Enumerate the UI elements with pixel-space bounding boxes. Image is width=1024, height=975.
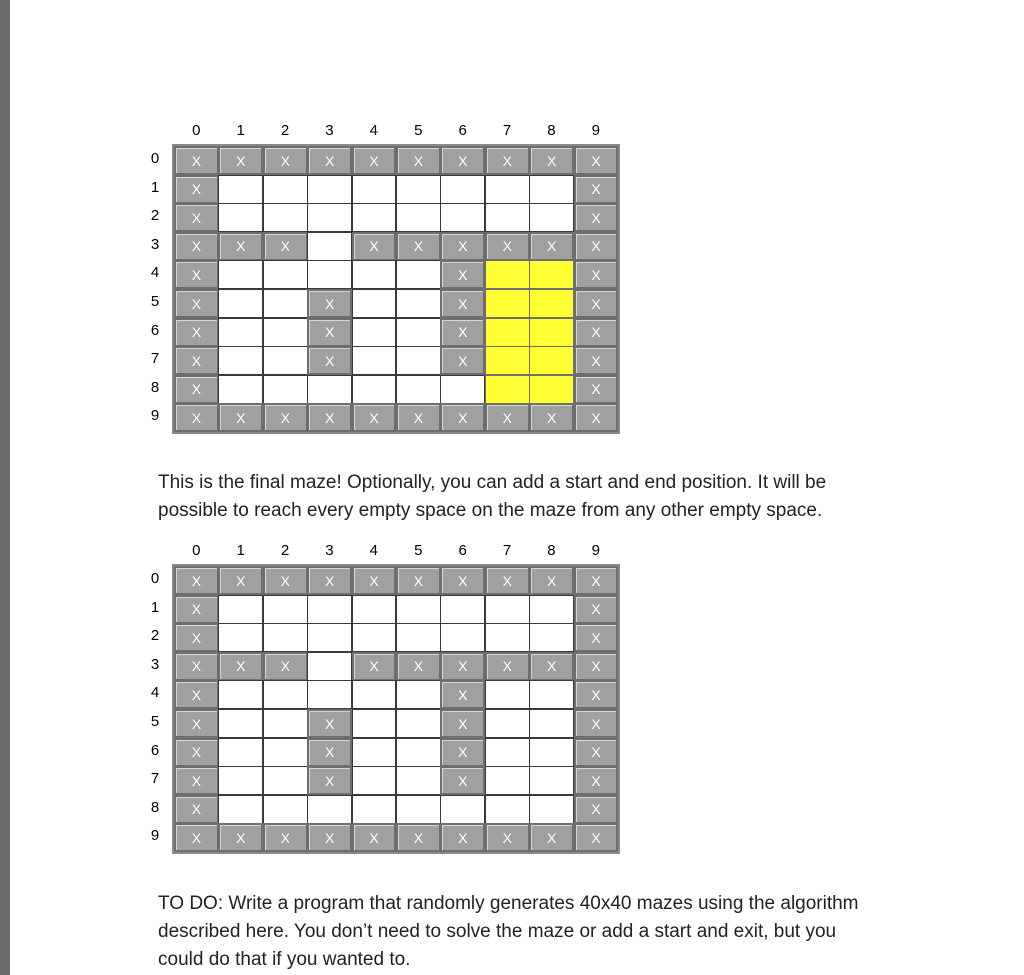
wall-cell: X xyxy=(574,175,619,204)
highlighted-cell xyxy=(529,375,574,404)
empty-cell xyxy=(218,623,263,652)
empty-cell xyxy=(352,203,397,232)
wall-cell: X xyxy=(574,232,619,261)
wall-cell: X xyxy=(574,146,619,175)
empty-cell xyxy=(485,623,530,652)
column-label: 7 xyxy=(502,542,512,559)
wall-cell: X xyxy=(174,652,219,681)
empty-cell xyxy=(529,795,574,824)
wall-cell: X xyxy=(529,232,574,261)
maze-grid xyxy=(172,144,620,434)
empty-cell xyxy=(218,289,263,318)
highlighted-cell xyxy=(485,289,530,318)
row-label: 2 xyxy=(150,627,160,645)
column-label: 1 xyxy=(236,122,245,139)
wall-cell: X xyxy=(574,289,619,318)
wall-cell: X xyxy=(307,738,352,767)
wall-cell: X xyxy=(485,146,530,175)
wall-cell: X xyxy=(307,318,352,347)
empty-cell xyxy=(396,680,441,709)
empty-cell xyxy=(263,289,308,318)
empty-cell xyxy=(440,623,485,652)
wall-cell: X xyxy=(574,318,619,347)
row-label: 2 xyxy=(150,207,160,225)
wall-cell: X xyxy=(307,766,352,795)
wall-cell: X xyxy=(396,652,441,681)
wall-cell: X xyxy=(174,260,219,289)
wall-cell: X xyxy=(440,346,485,375)
empty-cell xyxy=(352,623,397,652)
empty-cell xyxy=(307,652,352,681)
row-label: 3 xyxy=(150,655,160,673)
empty-cell xyxy=(529,595,574,624)
empty-cell xyxy=(396,260,441,289)
column-label: 0 xyxy=(192,122,201,139)
wall-cell: X xyxy=(174,232,219,261)
empty-cell xyxy=(307,623,352,652)
row-label: 7 xyxy=(150,770,160,788)
paragraph-line: described here. You don’t need to solve the maze or add a start and exit, but you xyxy=(158,921,837,942)
column-label: 7 xyxy=(502,122,512,139)
row-label: 6 xyxy=(150,321,160,339)
empty-cell xyxy=(440,595,485,624)
empty-cell xyxy=(352,260,397,289)
empty-cell xyxy=(440,203,485,232)
wall-cell: X xyxy=(485,566,530,595)
wall-cell: X xyxy=(174,175,219,204)
wall-cell: X xyxy=(218,823,263,852)
empty-cell xyxy=(485,766,530,795)
row-label: 9 xyxy=(150,827,160,845)
column-label: 8 xyxy=(547,122,556,139)
empty-cell xyxy=(529,680,574,709)
empty-cell xyxy=(352,738,397,767)
empty-cell xyxy=(396,289,441,318)
empty-cell xyxy=(440,375,485,404)
empty-cell xyxy=(352,766,397,795)
empty-cell xyxy=(396,318,441,347)
empty-cell xyxy=(263,203,308,232)
empty-cell xyxy=(352,289,397,318)
wall-cell: X xyxy=(574,680,619,709)
column-label: 0 xyxy=(192,542,201,559)
wall-cell: X xyxy=(307,289,352,318)
row-label: 5 xyxy=(150,713,160,730)
wall-cell: X xyxy=(352,823,397,852)
wall-cell: X xyxy=(396,403,441,432)
empty-cell xyxy=(307,260,352,289)
wall-cell: X xyxy=(174,203,219,232)
highlighted-cell xyxy=(529,346,574,375)
empty-cell xyxy=(218,709,263,738)
row-label: 4 xyxy=(150,684,160,702)
empty-cell xyxy=(263,346,308,375)
empty-cell xyxy=(485,595,530,624)
wall-cell: X xyxy=(174,795,219,824)
wall-cell: X xyxy=(574,795,619,824)
empty-cell xyxy=(352,375,397,404)
empty-cell xyxy=(396,175,441,204)
empty-cell xyxy=(263,738,308,767)
empty-cell xyxy=(307,232,352,261)
wall-cell: X xyxy=(574,709,619,738)
empty-cell xyxy=(263,595,308,624)
empty-cell xyxy=(352,175,397,204)
highlighted-cell xyxy=(485,375,530,404)
empty-cell xyxy=(263,795,308,824)
wall-cell: X xyxy=(263,232,308,261)
wall-cell: X xyxy=(352,403,397,432)
row-label: 9 xyxy=(150,407,160,425)
paragraph-line: TO DO: Write a program that randomly generates 40x40 mazes using the algorithm xyxy=(158,893,859,914)
wall-cell: X xyxy=(396,146,441,175)
final-maze-paragraph xyxy=(158,469,918,525)
empty-cell xyxy=(529,175,574,204)
wall-cell: X xyxy=(574,260,619,289)
empty-cell xyxy=(352,346,397,375)
wall-cell: X xyxy=(574,375,619,404)
wall-cell: X xyxy=(440,403,485,432)
column-label: 4 xyxy=(369,122,379,139)
empty-cell xyxy=(218,318,263,347)
column-label: 9 xyxy=(591,542,601,559)
row-label: 8 xyxy=(150,798,160,816)
empty-cell xyxy=(218,175,263,204)
empty-cell xyxy=(485,680,530,709)
wall-cell: X xyxy=(307,146,352,175)
wall-cell: X xyxy=(263,652,308,681)
wall-cell: X xyxy=(352,652,397,681)
wall-cell: X xyxy=(174,346,219,375)
empty-cell xyxy=(352,795,397,824)
wall-cell: X xyxy=(218,146,263,175)
empty-cell xyxy=(263,260,308,289)
row-label: 5 xyxy=(150,293,160,310)
empty-cell xyxy=(218,375,263,404)
empty-cell xyxy=(529,709,574,738)
wall-cell: X xyxy=(574,823,619,852)
wall-cell: X xyxy=(307,823,352,852)
wall-cell: X xyxy=(440,823,485,852)
wall-cell: X xyxy=(174,289,219,318)
empty-cell xyxy=(396,709,441,738)
column-label: 4 xyxy=(369,542,379,559)
wall-cell: X xyxy=(218,566,263,595)
row-label: 0 xyxy=(150,150,160,167)
empty-cell xyxy=(263,318,308,347)
empty-cell xyxy=(307,175,352,204)
column-label: 6 xyxy=(458,122,467,139)
wall-cell: X xyxy=(263,403,308,432)
paragraph-line: possible to reach every empty space on the maze from any other empty space. xyxy=(158,500,823,521)
column-label: 1 xyxy=(236,542,245,559)
paragraph-line: This is the final maze! Optionally, you can add a start and end position. It will be xyxy=(158,472,827,493)
empty-cell xyxy=(263,623,308,652)
empty-cell xyxy=(485,795,530,824)
wall-cell: X xyxy=(174,766,219,795)
empty-cell xyxy=(218,595,263,624)
highlighted-cell xyxy=(529,318,574,347)
wall-cell: X xyxy=(218,232,263,261)
empty-cell xyxy=(218,766,263,795)
wall-cell: X xyxy=(174,375,219,404)
empty-cell xyxy=(263,766,308,795)
wall-cell: X xyxy=(574,203,619,232)
wall-cell: X xyxy=(440,232,485,261)
empty-cell xyxy=(396,623,441,652)
empty-cell xyxy=(396,375,441,404)
empty-cell xyxy=(396,595,441,624)
wall-cell: X xyxy=(485,403,530,432)
wall-cell: X xyxy=(174,146,219,175)
wall-cell: X xyxy=(174,595,219,624)
column-label: 2 xyxy=(280,542,290,559)
wall-cell: X xyxy=(263,823,308,852)
wall-cell: X xyxy=(574,403,619,432)
wall-cell: X xyxy=(574,566,619,595)
row-label: 8 xyxy=(150,378,160,396)
row-label: 3 xyxy=(150,235,160,253)
column-label: 3 xyxy=(325,122,334,139)
empty-cell xyxy=(263,680,308,709)
highlighted-cell xyxy=(529,260,574,289)
row-label: 7 xyxy=(150,350,160,368)
empty-cell xyxy=(263,375,308,404)
wall-cell: X xyxy=(529,823,574,852)
empty-cell xyxy=(396,795,441,824)
wall-cell: X xyxy=(485,232,530,261)
window-left-edge xyxy=(0,0,10,975)
wall-cell: X xyxy=(174,403,219,432)
wall-cell: X xyxy=(307,346,352,375)
column-label: 5 xyxy=(414,542,423,559)
wall-cell: X xyxy=(396,232,441,261)
wall-cell: X xyxy=(440,318,485,347)
wall-cell: X xyxy=(396,823,441,852)
row-label: 0 xyxy=(150,570,160,587)
empty-cell xyxy=(529,203,574,232)
todo-paragraph xyxy=(158,890,918,974)
empty-cell xyxy=(218,738,263,767)
empty-cell xyxy=(218,203,263,232)
wall-cell: X xyxy=(352,146,397,175)
wall-cell: X xyxy=(174,738,219,767)
highlighted-cell xyxy=(485,318,530,347)
empty-cell xyxy=(263,709,308,738)
wall-cell: X xyxy=(174,566,219,595)
wall-cell: X xyxy=(485,652,530,681)
wall-cell: X xyxy=(396,566,441,595)
empty-cell xyxy=(352,318,397,347)
empty-cell xyxy=(307,375,352,404)
empty-cell xyxy=(529,738,574,767)
column-label: 2 xyxy=(280,122,290,139)
wall-cell: X xyxy=(574,766,619,795)
empty-cell xyxy=(307,795,352,824)
empty-cell xyxy=(218,346,263,375)
empty-cell xyxy=(529,623,574,652)
wall-cell: X xyxy=(574,623,619,652)
wall-cell: X xyxy=(485,823,530,852)
wall-cell: X xyxy=(352,232,397,261)
highlighted-cell xyxy=(485,260,530,289)
highlighted-cell xyxy=(529,289,574,318)
wall-cell: X xyxy=(352,566,397,595)
empty-cell xyxy=(218,680,263,709)
empty-cell xyxy=(485,203,530,232)
row-label: 1 xyxy=(150,178,160,196)
wall-cell: X xyxy=(307,566,352,595)
column-label: 5 xyxy=(414,122,423,139)
wall-cell: X xyxy=(529,566,574,595)
wall-cell: X xyxy=(218,403,263,432)
empty-cell xyxy=(352,680,397,709)
wall-cell: X xyxy=(174,823,219,852)
empty-cell xyxy=(440,795,485,824)
wall-cell: X xyxy=(174,709,219,738)
paragraph-line: could do that if you wanted to. xyxy=(158,949,411,970)
wall-cell: X xyxy=(263,146,308,175)
wall-cell: X xyxy=(307,403,352,432)
wall-cell: X xyxy=(440,680,485,709)
wall-cell: X xyxy=(574,595,619,624)
wall-cell: X xyxy=(440,652,485,681)
wall-cell: X xyxy=(574,738,619,767)
empty-cell xyxy=(218,795,263,824)
wall-cell: X xyxy=(174,623,219,652)
wall-cell: X xyxy=(529,403,574,432)
wall-cell: X xyxy=(174,318,219,347)
empty-cell xyxy=(440,175,485,204)
empty-cell xyxy=(485,175,530,204)
empty-cell xyxy=(396,738,441,767)
wall-cell: X xyxy=(440,260,485,289)
empty-cell xyxy=(352,595,397,624)
wall-cell: X xyxy=(529,146,574,175)
empty-cell xyxy=(263,175,308,204)
wall-cell: X xyxy=(529,652,574,681)
empty-cell xyxy=(218,260,263,289)
row-label: 4 xyxy=(150,264,160,282)
wall-cell: X xyxy=(440,146,485,175)
empty-cell xyxy=(485,709,530,738)
highlighted-cell xyxy=(485,346,530,375)
wall-cell: X xyxy=(440,566,485,595)
wall-cell: X xyxy=(574,652,619,681)
wall-cell: X xyxy=(440,766,485,795)
column-label: 9 xyxy=(591,122,601,139)
empty-cell xyxy=(396,766,441,795)
column-label: 6 xyxy=(458,542,467,559)
row-label: 1 xyxy=(150,598,160,616)
wall-cell: X xyxy=(307,709,352,738)
wall-cell: X xyxy=(174,680,219,709)
empty-cell xyxy=(529,766,574,795)
column-label: 3 xyxy=(325,542,334,559)
empty-cell xyxy=(485,738,530,767)
empty-cell xyxy=(307,595,352,624)
wall-cell: X xyxy=(218,652,263,681)
empty-cell xyxy=(396,346,441,375)
wall-cell: X xyxy=(574,346,619,375)
column-label: 8 xyxy=(547,542,556,559)
empty-cell xyxy=(352,709,397,738)
maze-grid xyxy=(172,564,620,854)
row-label: 6 xyxy=(150,741,160,759)
wall-cell: X xyxy=(440,709,485,738)
wall-cell: X xyxy=(440,738,485,767)
empty-cell xyxy=(307,680,352,709)
wall-cell: X xyxy=(440,289,485,318)
empty-cell xyxy=(307,203,352,232)
empty-cell xyxy=(396,203,441,232)
wall-cell: X xyxy=(263,566,308,595)
